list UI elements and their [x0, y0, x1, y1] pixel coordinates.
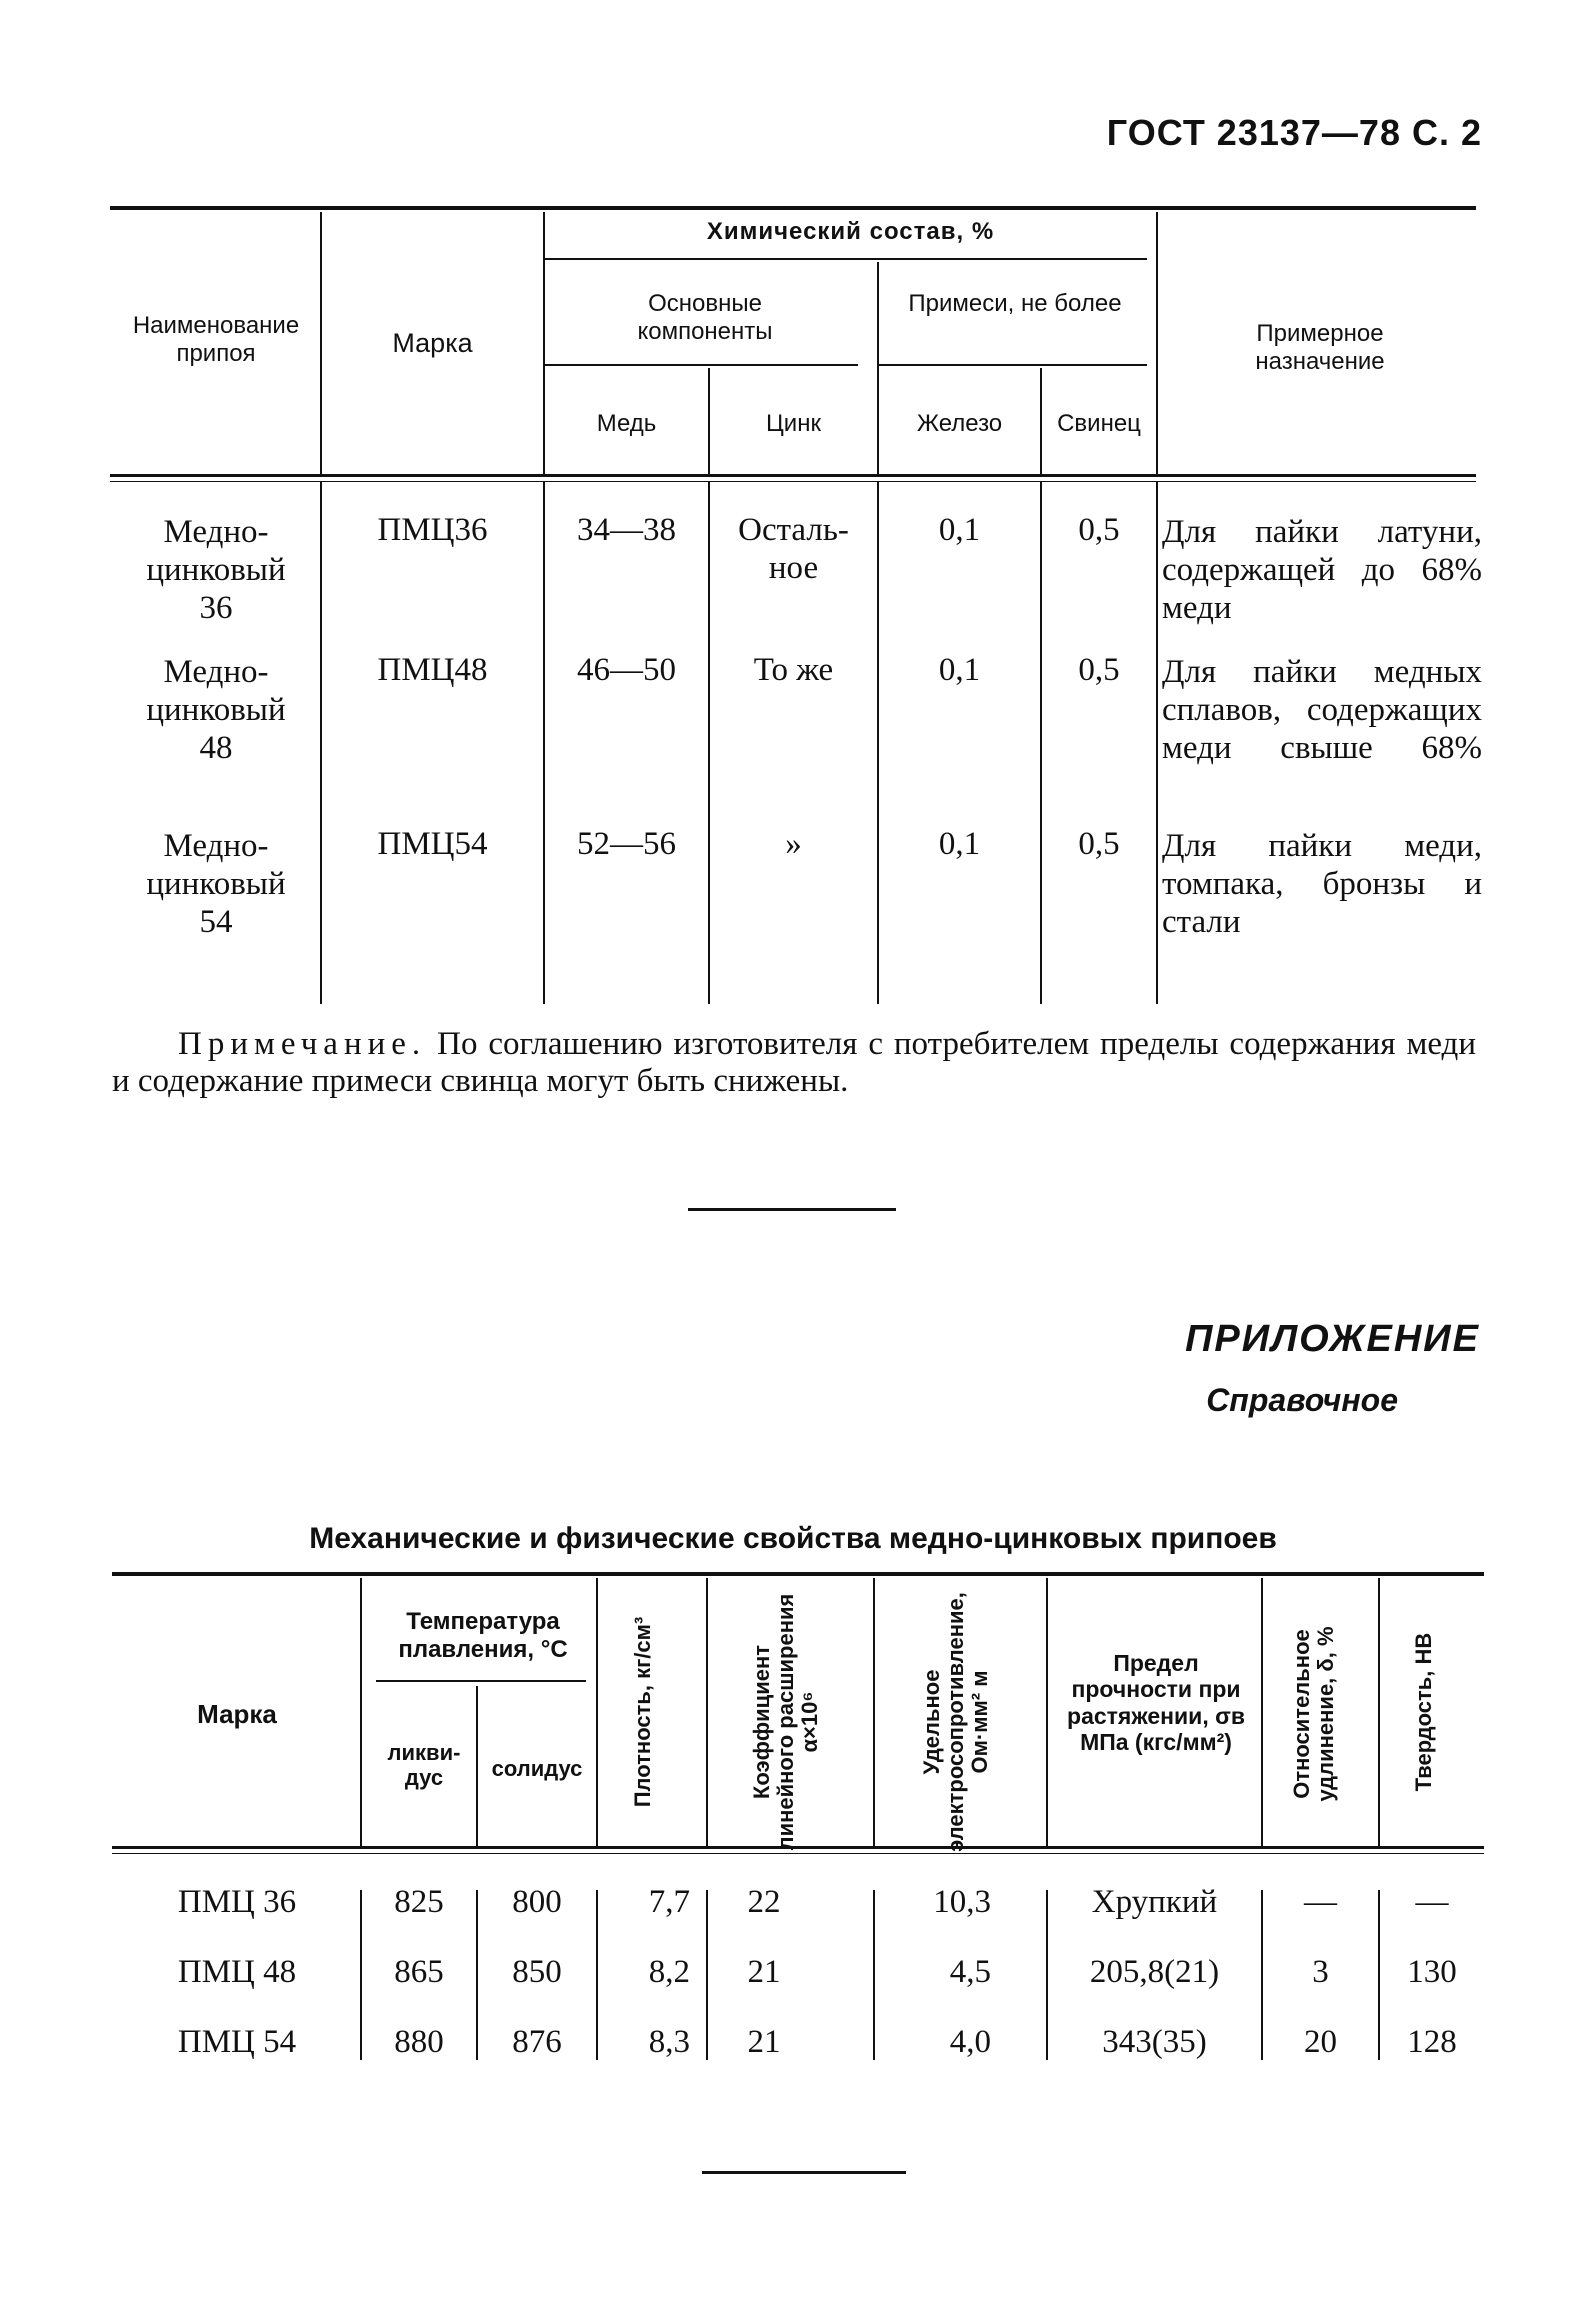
header-liquidus: ликви-дус: [387, 1740, 461, 1791]
lead-cell: 0,5: [1078, 826, 1120, 862]
header-hardness: Твердость, НВ: [1411, 1632, 1436, 1792]
header-copper: Медь: [596, 410, 657, 437]
header-iron: Железо: [916, 410, 1003, 437]
header-main-components: Основные компоненты: [637, 290, 773, 345]
header-zinc: Цинк: [766, 410, 821, 437]
mark-cell: ПМЦ36: [377, 512, 488, 548]
resistivity-cell: 4,0: [949, 2024, 991, 2060]
expansion-cell: 21: [747, 1954, 781, 1990]
purpose-cell: Для пайки латуни, содержащей до 68% меди: [1162, 514, 1482, 626]
separator: [688, 1208, 896, 1211]
liquidus-cell: 825: [394, 1884, 444, 1920]
lead-cell: 0,5: [1078, 652, 1120, 688]
elongation-cell: —: [1304, 1884, 1337, 1920]
header-melting-temperature: Температура плавления, °С: [398, 1608, 568, 1663]
mark-cell: ПМЦ 54: [177, 2024, 297, 2060]
solder-name: Медно- цинковый 48: [146, 654, 286, 766]
appendix-title: ПРИЛОЖЕНИЕ: [1185, 1318, 1480, 1360]
mark-cell: ПМЦ48: [377, 652, 488, 688]
header-solidus: солидус: [491, 1756, 583, 1781]
expansion-cell: 22: [747, 1884, 781, 1920]
strength-cell: 205,8(21): [1089, 1954, 1220, 1990]
iron-cell: 0,1: [938, 826, 981, 862]
hardness-cell: 130: [1407, 1954, 1457, 1990]
copper-cell: 52—56: [577, 826, 676, 862]
strength-cell: 343(35): [1102, 2024, 1207, 2060]
header-elongation: Относительное удлинение, δ, %: [1289, 1626, 1339, 1802]
density-cell: 8,3: [648, 2024, 690, 2060]
solder-name: Медно- цинковый 54: [146, 828, 286, 940]
iron-cell: 0,1: [938, 652, 981, 688]
hardness-cell: 128: [1407, 2024, 1457, 2060]
mark-cell: ПМЦ54: [377, 826, 488, 862]
elongation-cell: 20: [1304, 2024, 1337, 2060]
header-resistivity: Удельное электросопротивление, Ом·мм² м: [919, 1592, 993, 1852]
header-mark: Марка: [197, 1699, 277, 1729]
density-cell: 7,7: [648, 1884, 690, 1920]
zinc-cell: То же: [753, 652, 834, 688]
liquidus-cell: 880: [394, 2024, 444, 2060]
header-density: Плотность, кг/см³: [630, 1616, 655, 1808]
note-text: По соглашению изготовителя с потребителем пределы содержания меди и содержание примеси свинца могут быть снижены.: [112, 1026, 1476, 1099]
table-note: [112, 1026, 1476, 1100]
header-tensile-strength: Предел прочности при растяжении, σв МПа (кгс/мм²): [1067, 1650, 1245, 1756]
strength-cell: Хрупкий: [1091, 1884, 1218, 1920]
header-expansion-coefficient: Коэффициент линейного расширения α×10⁶: [749, 1593, 823, 1851]
table2-caption: Механические и физические свойства медно-цинковых припоев: [309, 1522, 1277, 1555]
purpose-cell: Для пайки меди, томпака, бронзы и стали: [1162, 828, 1482, 940]
solidus-cell: 800: [512, 1884, 562, 1920]
resistivity-cell: 4,5: [949, 1954, 991, 1990]
header-purpose: Примерное назначение: [1255, 320, 1385, 375]
zinc-cell: Осталь- ное: [738, 512, 849, 586]
density-cell: 8,2: [648, 1954, 690, 1990]
separator: [702, 2171, 906, 2174]
header-lead: Свинец: [1057, 410, 1141, 437]
resistivity-cell: 10,3: [933, 1884, 991, 1920]
header-solder-name: Наименование припоя: [132, 312, 300, 367]
purpose-cell: Для пайки медных сплавов, содержащих меди свыше 68%: [1162, 654, 1482, 766]
expansion-cell: 21: [747, 2024, 781, 2060]
solidus-cell: 876: [512, 2024, 562, 2060]
lead-cell: 0,5: [1078, 512, 1120, 548]
appendix-subtitle: Справочное: [1206, 1382, 1398, 1418]
zinc-cell: »: [785, 826, 802, 862]
header-chemical-composition: Химический состав, %: [706, 218, 995, 245]
header-impurities: Примеси, не более: [908, 290, 1122, 317]
mark-cell: ПМЦ 36: [177, 1884, 297, 1920]
page-header: ГОСТ 23137—78 С. 2: [1106, 112, 1482, 153]
liquidus-cell: 865: [394, 1954, 444, 1990]
iron-cell: 0,1: [938, 512, 981, 548]
mark-cell: ПМЦ 48: [177, 1954, 297, 1990]
elongation-cell: 3: [1312, 1954, 1329, 1990]
header-mark: Марка: [392, 328, 473, 358]
hardness-cell: —: [1415, 1884, 1449, 1920]
solidus-cell: 850: [512, 1954, 562, 1990]
copper-cell: 34—38: [577, 512, 676, 548]
note-label: Примечание.: [178, 1026, 427, 1062]
copper-cell: 46—50: [577, 652, 676, 688]
solder-name: Медно- цинковый 36: [146, 514, 286, 626]
